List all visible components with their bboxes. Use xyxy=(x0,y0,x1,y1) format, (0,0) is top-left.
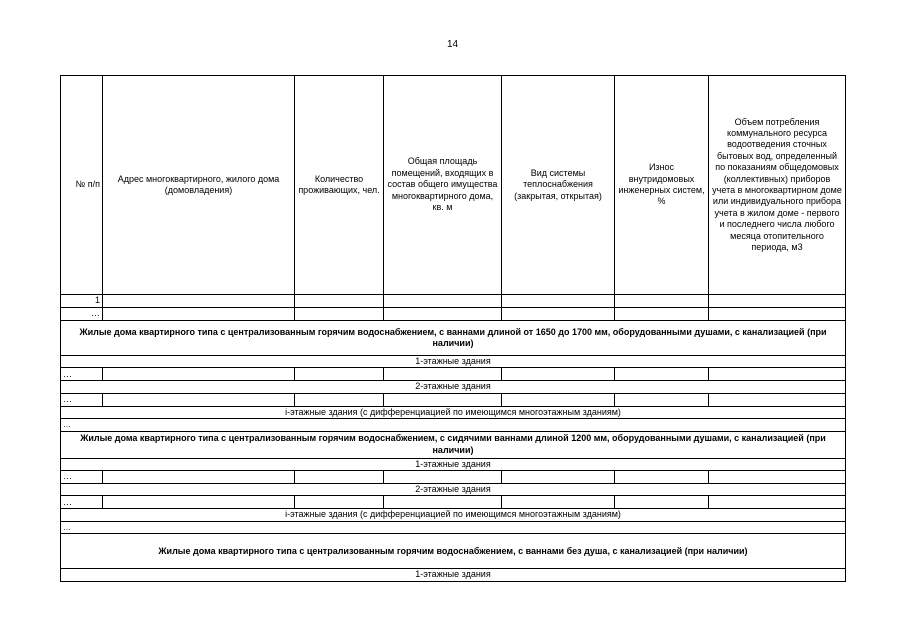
table-cell xyxy=(502,471,615,484)
header-residents: Количество проживающих, чел. xyxy=(295,76,384,295)
row-ellipsis: … xyxy=(61,496,103,509)
group-title: 2-этажные здания xyxy=(61,484,846,496)
group-row xyxy=(61,381,846,393)
table-cell xyxy=(384,393,502,406)
table-cell xyxy=(709,393,846,406)
row-ellipsis: … xyxy=(61,308,103,321)
group-row xyxy=(61,356,846,368)
group-title: 2-этажные здания xyxy=(61,381,846,393)
table-cell xyxy=(103,393,295,406)
table-cell xyxy=(103,308,295,321)
table-row xyxy=(61,419,846,431)
row-ellipsis: … xyxy=(61,419,846,431)
header-address: Адрес многоквартирного, жилого дома (домовладения) xyxy=(103,76,295,295)
group-row xyxy=(61,569,846,581)
row-ellipsis: … xyxy=(61,471,103,484)
group-title: 1-этажные здания xyxy=(61,569,846,581)
table-cell xyxy=(295,471,384,484)
page-number: 14 xyxy=(446,39,459,50)
row-ellipsis: … xyxy=(61,368,103,381)
table-cell xyxy=(502,496,615,509)
group-row xyxy=(61,484,846,496)
header-heating-system: Вид системы теплоснабжения (закрытая, открытая) xyxy=(502,76,615,295)
table-cell xyxy=(103,295,295,308)
table-cell xyxy=(103,471,295,484)
table-cell xyxy=(502,393,615,406)
table-cell xyxy=(502,368,615,381)
table-cell xyxy=(384,295,502,308)
group-title: 1-этажные здания xyxy=(61,356,846,368)
table-row xyxy=(61,521,846,533)
row-number: 1 xyxy=(61,295,103,308)
group-title: i-этажные здания (с дифференциацией по имеющимся многоэтажным зданиям) xyxy=(61,509,846,521)
section-title: Жилые дома квартирного типа с централизованным горячим водоснабжением, с ваннами длиной от 1650 до 1700 мм, оборудованными душами, с канализацией (при наличии) xyxy=(61,321,846,356)
section-row xyxy=(61,534,846,569)
group-row xyxy=(61,458,846,470)
table-cell xyxy=(384,471,502,484)
table-cell xyxy=(709,368,846,381)
header-common-area: Общая площадь помещений, входящих в состав общего имущества многоквартирного дома, кв. м xyxy=(384,76,502,295)
header-wear: Износ внутридомовых инженерных систем, % xyxy=(615,76,709,295)
data-table xyxy=(60,75,846,582)
table-row xyxy=(61,295,846,308)
table-cell xyxy=(295,393,384,406)
table-row xyxy=(61,393,846,406)
table-cell xyxy=(384,368,502,381)
table-cell xyxy=(709,496,846,509)
table-row xyxy=(61,368,846,381)
table-cell xyxy=(615,496,709,509)
section-title: Жилые дома квартирного типа с централизованным горячим водоснабжением, с ваннами без душа, с канализацией (при наличии) xyxy=(61,534,846,569)
header-number: № п/п xyxy=(61,76,103,295)
table-row xyxy=(61,471,846,484)
table-cell xyxy=(709,308,846,321)
group-title: 1-этажные здания xyxy=(61,458,846,470)
row-ellipsis: … xyxy=(61,393,103,406)
table-cell xyxy=(615,308,709,321)
table-cell xyxy=(615,295,709,308)
table-cell xyxy=(384,308,502,321)
table-cell xyxy=(295,295,384,308)
section-title: Жилые дома квартирного типа с централизованным горячим водоснабжением, с сидячими ваннами длиной 1200 мм, оборудованными душами, с канализацией (при наличии) xyxy=(61,431,846,458)
table-cell xyxy=(295,496,384,509)
table-cell xyxy=(103,496,295,509)
table-cell xyxy=(103,368,295,381)
table-cell xyxy=(709,471,846,484)
header-row xyxy=(61,76,846,295)
table-cell xyxy=(384,496,502,509)
table-cell xyxy=(615,393,709,406)
table-cell xyxy=(295,308,384,321)
table-cell xyxy=(502,308,615,321)
section-row xyxy=(61,431,846,458)
table-cell xyxy=(615,368,709,381)
header-consumption: Объем потребления коммунального ресурса водоотведения сточных бытовых вод, определенный по показаниям общедомовых (коллективных) приборов учета в многоквартирном доме или индивидуального прибора учета в жилом доме - первого и последнего числа любого месяца отопительного периода, м3 xyxy=(709,76,846,295)
group-row xyxy=(61,406,846,418)
table-cell xyxy=(295,368,384,381)
table-cell xyxy=(709,295,846,308)
group-title: i-этажные здания (с дифференциацией по имеющимся многоэтажным зданиям) xyxy=(61,406,846,418)
table-cell xyxy=(615,471,709,484)
group-row xyxy=(61,509,846,521)
table-cell xyxy=(502,295,615,308)
section-row xyxy=(61,321,846,356)
row-ellipsis: … xyxy=(61,521,846,533)
table-row xyxy=(61,496,846,509)
table-row xyxy=(61,308,846,321)
